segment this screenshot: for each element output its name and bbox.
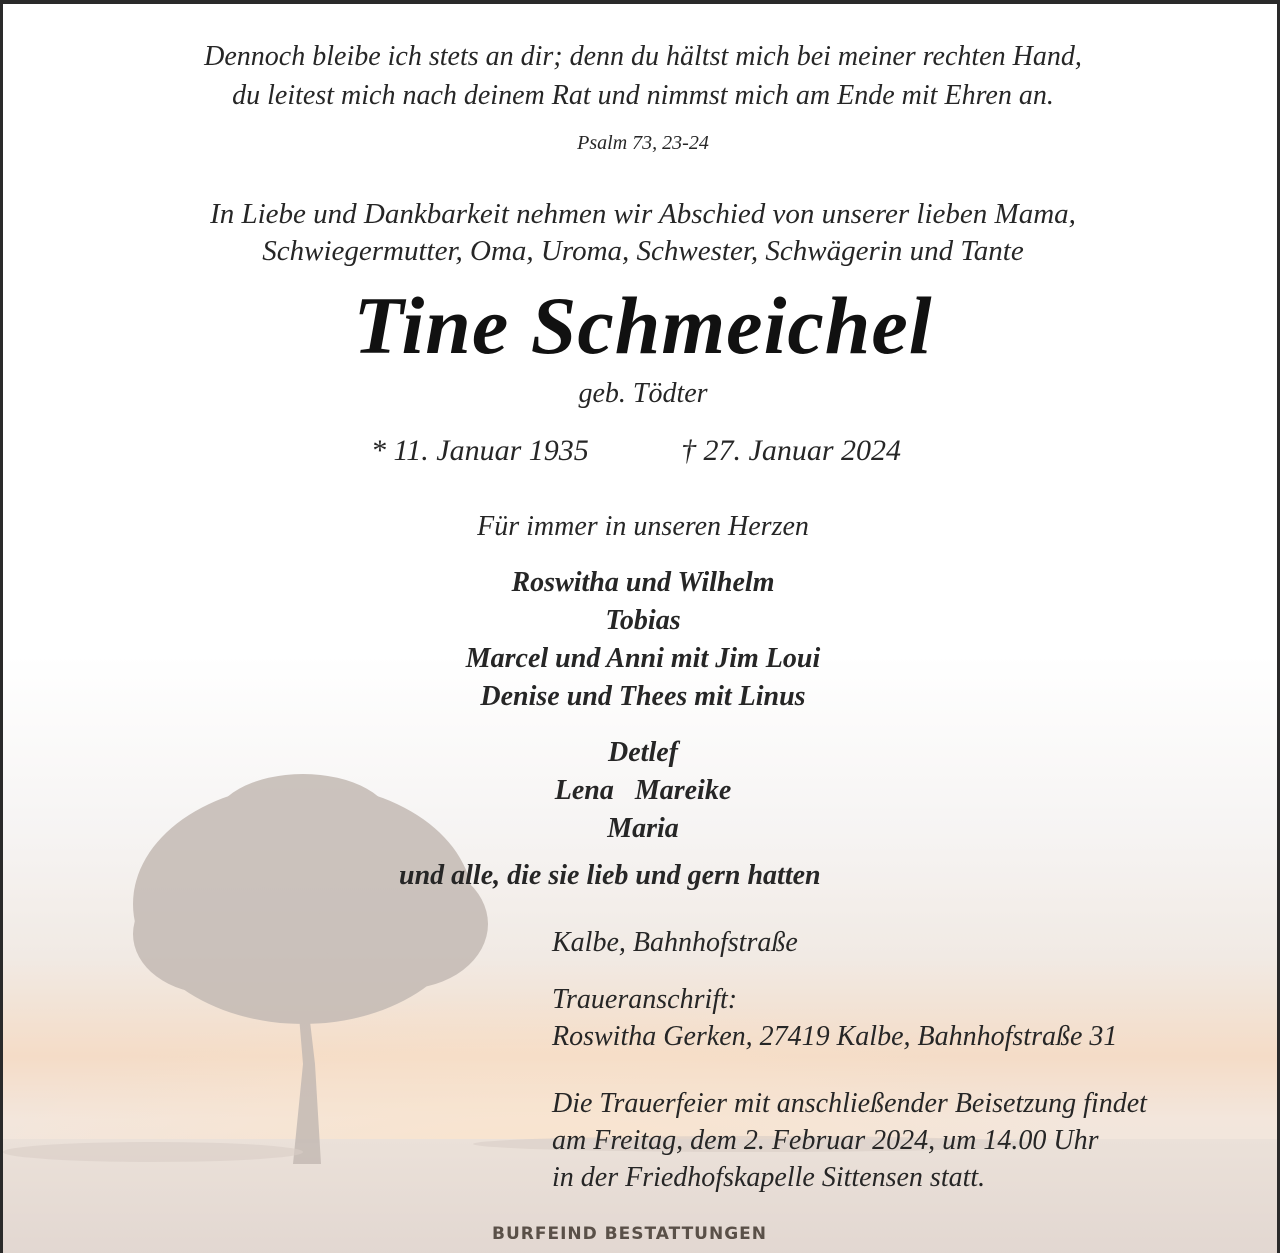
intro-line-1: In Liebe und Dankbarkeit nehmen wir Abschied von unserer lieben Mama,: [210, 198, 1076, 230]
deceased-name: Tine Schmeichel: [353, 280, 933, 371]
funeral-home-logo: BURFEIND BESTATTUNGEN: [492, 1224, 767, 1244]
mourner-line: Denise und Thees mit Linus: [480, 681, 806, 712]
place: Kalbe, Bahnhofstraße: [552, 927, 798, 958]
mourner-line: Maria: [607, 813, 679, 844]
address-value: Roswitha Gerken, 27419 Kalbe, Bahnhofstraße 31: [552, 1021, 1118, 1052]
mourners-closing: und alle, die sie lieb und gern hatten: [399, 860, 821, 891]
death-date: † 27. Januar 2024: [681, 434, 901, 467]
ceremony-line-1: Die Trauerfeier mit anschließender Beisetzung findet: [552, 1088, 1147, 1119]
mourner-line: Tobias: [605, 605, 681, 636]
motto: Für immer in unseren Herzen: [477, 511, 809, 542]
verse-line-1: Dennoch bleibe ich stets an dir; denn du hältst mich bei meiner rechten Hand,: [204, 41, 1082, 72]
mourner-line: Detlef: [608, 737, 678, 768]
verse-reference: Psalm 73, 23-24: [577, 132, 709, 154]
verse-line-2: du leitest mich nach deinem Rat und nimmst mich am Ende mit Ehren an.: [232, 80, 1054, 111]
ceremony-line-3: in der Friedhofskapelle Sittensen statt.: [552, 1162, 986, 1193]
birth-date: * 11. Januar 1935: [371, 434, 589, 467]
intro-line-2: Schwiegermutter, Oma, Uroma, Schwester, Schwägerin und Tante: [262, 235, 1024, 267]
ceremony-line-2: am Freitag, dem 2. Februar 2024, um 14.00 Uhr: [552, 1125, 1099, 1156]
mourner-line: Roswitha und Wilhelm: [511, 567, 775, 598]
mourner-line: Marcel und Anni mit Jim Loui: [465, 643, 821, 674]
maiden-name: geb. Tödter: [578, 378, 708, 409]
address-label: Traueranschrift:: [552, 984, 738, 1015]
mourner-line: Lena Mareike: [554, 775, 732, 806]
